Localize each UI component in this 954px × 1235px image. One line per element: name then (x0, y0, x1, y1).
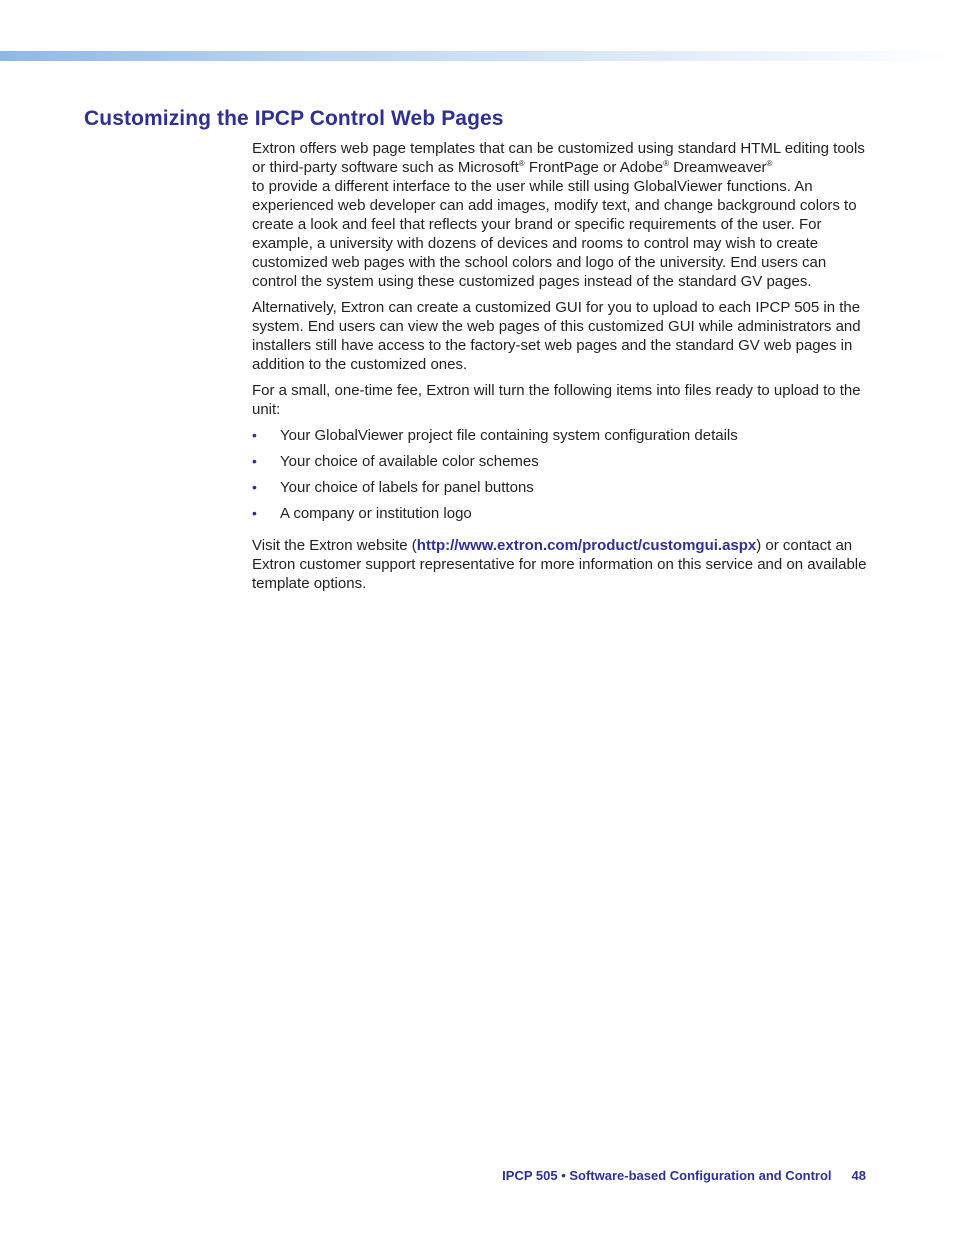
bullet-icon: • (252, 453, 257, 469)
registered-mark: ® (766, 159, 773, 168)
fee-paragraph: For a small, one-time fee, Extron will turn the following items into files ready to upload to the unit: (252, 382, 861, 418)
intro-text-2: FrontPage or Adobe (524, 159, 664, 176)
visit-text-after: ) or contact an Extron customer support representative for more information on this service and on available template options. (252, 537, 867, 592)
body-content (252, 139, 872, 600)
intro-text-3: Dreamweaver (669, 159, 767, 176)
footer-title: IPCP 505 • Software-based Configuration and Control (502, 1168, 832, 1183)
list-item-text: Your GlobalViewer project file containing system configuration details (280, 427, 738, 444)
list-item-text: Your choice of available color schemes (280, 453, 539, 470)
header-gradient-bar (0, 51, 954, 61)
intro-text-4: to provide a different interface to the user while still using GlobalViewer functions. An experienced web developer can add images, modify text, and change background colors to create a look and feel that reflects your brand or specific requirements of the user. For example, a university with dozens of devices and rooms to control may wish to create customized web pages with the school colors and logo of the university. End users can control the system using these customized pages instead of the standard GV pages. (252, 178, 857, 290)
page-number: 48 (851, 1168, 866, 1183)
page-footer (0, 1168, 866, 1183)
bullet-icon: • (252, 427, 257, 443)
list-item (252, 426, 872, 445)
list-item-text: A company or institution logo (280, 505, 472, 522)
registered-mark: ® (518, 159, 525, 168)
visit-paragraph (252, 536, 872, 593)
registered-mark: ® (663, 159, 670, 168)
list-item (252, 452, 872, 471)
customgui-link[interactable]: http://www.extron.com/product/customgui.aspx (416, 537, 757, 554)
items-list (252, 426, 872, 523)
custom-gui-paragraph: Alternatively, Extron can create a customized GUI for you to upload to each IPCP 505 in the system. End users can view the web pages of this customized GUI while administrators and installers still have access to the factory-set web pages and the standard GV web pages in addition to the customized ones. (252, 299, 861, 373)
bullet-icon: • (252, 505, 257, 521)
intro-text-1: Extron offers web page templates that can be customized using standard HTML editing tools or third-party software such as Microsoft (252, 140, 865, 176)
list-item-text: Your choice of labels for panel buttons (280, 479, 534, 496)
list-item (252, 478, 872, 497)
bullet-icon: • (252, 479, 257, 495)
list-item (252, 504, 872, 523)
page-title: Customizing the IPCP Control Web Pages (84, 107, 504, 130)
visit-text-before: Visit the Extron website ( (252, 537, 417, 554)
intro-paragraph (252, 139, 872, 291)
